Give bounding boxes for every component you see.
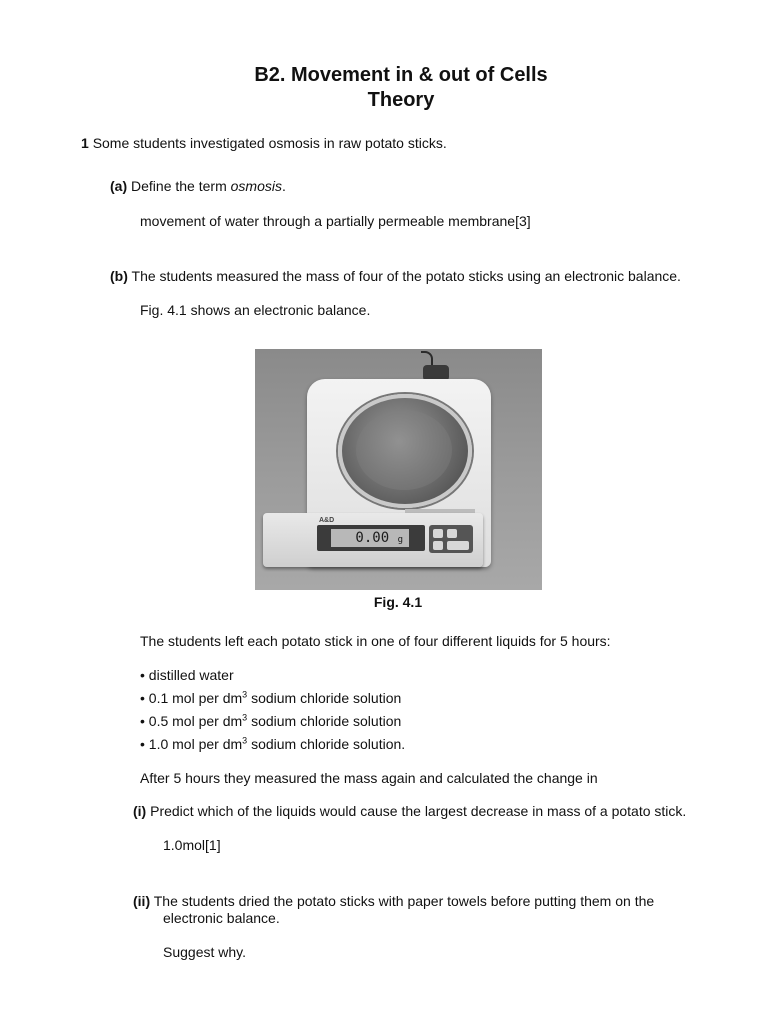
part-b-ii-text-cont: electronic balance. bbox=[163, 910, 280, 926]
list-item: • distilled water bbox=[140, 667, 234, 683]
list-item-text: • 0.1 mol per dm bbox=[140, 690, 243, 706]
question-number: 1 bbox=[81, 135, 89, 151]
key-button bbox=[433, 529, 443, 538]
part-b-ii-label: (ii) bbox=[133, 893, 151, 909]
list-item-text: sodium chloride solution bbox=[247, 690, 402, 706]
part-b-ii-text: The students dried the potato sticks with paper towels before putting them on the bbox=[153, 893, 655, 909]
key-button bbox=[447, 529, 457, 538]
part-b-prompt bbox=[110, 268, 681, 285]
weighing-pan bbox=[338, 394, 472, 508]
key-button bbox=[447, 541, 469, 550]
part-b-ii-prompt bbox=[133, 893, 654, 910]
question-1 bbox=[81, 135, 447, 152]
part-b-text: The students measured the mass of four of the potato sticks using an electronic balance. bbox=[131, 268, 681, 284]
suggest-why: Suggest why. bbox=[163, 944, 247, 960]
part-b-i-label: (i) bbox=[133, 803, 147, 819]
part-b-label: (b) bbox=[110, 268, 128, 284]
part-b-i-prompt bbox=[133, 803, 686, 820]
list-item-text: sodium chloride solution. bbox=[247, 736, 406, 752]
lcd-reading bbox=[331, 529, 409, 547]
liquids-intro: The students left each potato stick in one of four different liquids for 5 hours: bbox=[140, 633, 611, 649]
list-item-text: sodium chloride solution bbox=[247, 713, 402, 729]
reading-value: 0.00 bbox=[355, 530, 390, 546]
part-a-punct: . bbox=[281, 178, 286, 194]
superscript: 3 bbox=[242, 689, 248, 700]
pan-surface bbox=[356, 410, 452, 490]
key-button bbox=[433, 541, 443, 550]
question-stem: Some students investigated osmosis in raw potato sticks. bbox=[92, 135, 447, 151]
part-a-prompt bbox=[110, 178, 286, 195]
fig-intro: Fig. 4.1 shows an electronic balance. bbox=[140, 302, 371, 318]
part-a-label: (a) bbox=[110, 178, 128, 194]
list-item bbox=[140, 713, 401, 730]
lcd-display bbox=[317, 525, 425, 551]
page-subtitle: Theory bbox=[367, 89, 435, 111]
page-title: B2. Movement in & out of Cells bbox=[254, 64, 548, 86]
list-item-text: • 1.0 mol per dm bbox=[140, 736, 243, 752]
balance-photo bbox=[255, 349, 542, 590]
figure-caption: Fig. 4.1 bbox=[373, 594, 423, 610]
brand-logo: A&D bbox=[319, 517, 335, 524]
list-item-text: • 0.5 mol per dm bbox=[140, 713, 243, 729]
list-item bbox=[140, 736, 405, 753]
reading-unit: g bbox=[397, 535, 403, 545]
after-text: After 5 hours they measured the mass again and calculated the change in bbox=[140, 770, 598, 786]
list-item bbox=[140, 690, 401, 707]
keypad bbox=[429, 525, 473, 553]
part-a-text: Define the term bbox=[131, 178, 227, 194]
part-b-i-text: Predict which of the liquids would cause the largest decrease in mass of a potato stick. bbox=[150, 803, 687, 819]
superscript: 3 bbox=[242, 712, 248, 723]
part-a-answer: movement of water through a partially permeable membrane[3] bbox=[140, 213, 531, 229]
term-osmosis: osmosis bbox=[230, 178, 282, 194]
superscript: 3 bbox=[242, 735, 248, 746]
part-b-i-answer: 1.0mol[1] bbox=[163, 837, 221, 853]
